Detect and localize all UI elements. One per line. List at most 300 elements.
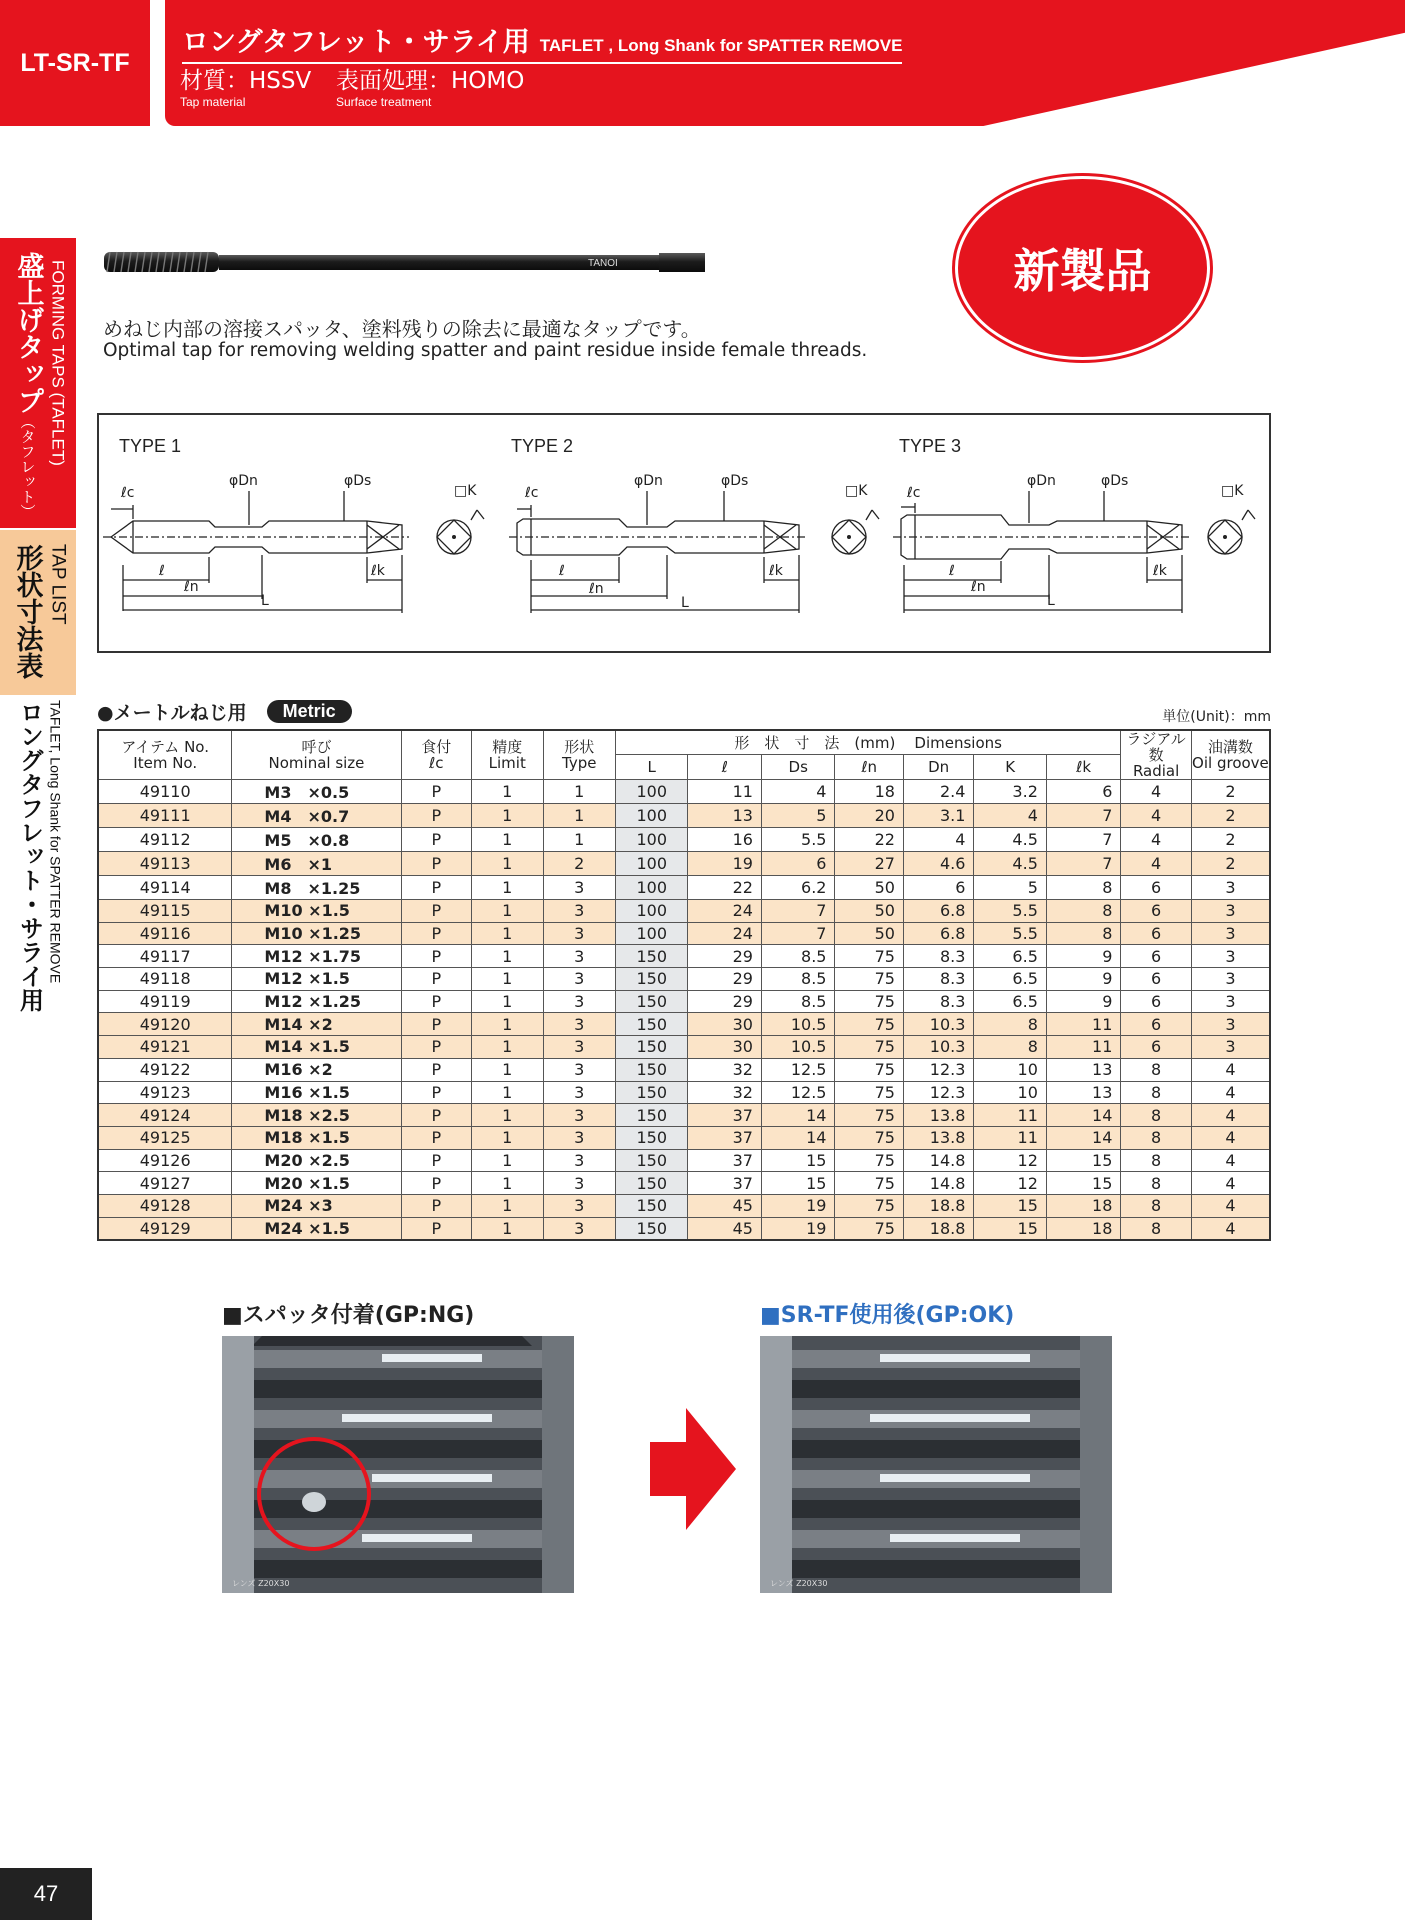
- cell-size: M3 ×0.5: [232, 780, 401, 804]
- cell-radial: 6: [1121, 1013, 1191, 1036]
- cell-dn: 12.3: [903, 1058, 973, 1081]
- cell-lk: 8: [1046, 876, 1121, 900]
- cell-limit: 1: [472, 1126, 543, 1149]
- svg-text:ℓn: ℓn: [971, 579, 986, 595]
- cell-l: 100: [615, 922, 687, 945]
- intro-en: Optimal tap for removing welding spatter and paint residue inside female threads.: [103, 340, 868, 361]
- cell-lk: 11: [1046, 1036, 1121, 1059]
- table-row: [98, 1104, 1270, 1127]
- cell-item: 49116: [98, 922, 232, 945]
- cell-oil: 4: [1191, 1194, 1270, 1217]
- cell-ln: 75: [835, 1104, 903, 1127]
- cell-type: 3: [543, 1217, 615, 1240]
- cell-ds: 8.5: [761, 968, 835, 991]
- cell-radial: 6: [1121, 1036, 1191, 1059]
- cell-dn: 8.3: [903, 968, 973, 991]
- cell-ln: 18: [835, 780, 903, 804]
- table-row: [98, 1172, 1270, 1195]
- cell-size: M10 ×1.25: [232, 922, 401, 945]
- spec-table: アイテム No. Item No. 呼び Nominal size 食付 ℓc 精度 Limit 形状 Type 形 状 寸 法 (mm) Dimensions ラジアル数 Radial 油溝数 Oil groove L ℓ Ds ℓn Dn K ℓk 49110 M3 ×0.5 P 1 1 100 11 4 18 2.4 3.2 6 4 2 49111 M4 ×0.7 P 1 1 100 13 5 20 3.1 4 7 4 2 49112 M5 ×0.8 P 1 1 100 16 5.5 22 4 4.5 7 4 2 49113 M6 ×1 P 1 2 100 19 6 27 4.6 4.5 7 4 2 49114 M8 ×1.25 P 1 3 100 22 6.2 50 6 5 8 6 3 49115 M10 ×1.5 P 1 3 100 24 7 50 6.8 5.5 8 6 3 49116 M10 ×1.25 P 1 3 100 24 7 50 6.8 5.5 8 6 3 49117 M12 ×1.75 P 1 3 150 29 8.5 75 8.3 6.5 9 6 3 49118 M12 ×1.5 P 1 3 150 29 8.5 75 8.3 6.5 9 6 3 49119 M12 ×1.25 P 1 3 150 29 8.5 75 8.3 6.5 9 6 3 49120 M14 ×2 P 1 3 150 30 10.5 75 10.3 8 11 6 3 49121 M14 ×1.5 P 1 3 150 30 10.5 75 10.3 8 11 6 3 49122 M16 ×2 P 1 3 150 32 12.5 75 12.3 10 13 8 4 49123 M16 ×1.5 P 1 3 150 32 12.5 75 12.3 10 13 8 4 49124 M18 ×2.5 P 1 3 150 37 14 75 13.8 11 14 8 4 49125 M18 ×1.5 P 1 3 150 37 14 75 13.8 11 14 8 4 49126 M20 ×2.5 P 1 3 150 37 15 75 14.8 12 15 8 4 49127 M20 ×1.5 P 1 3 150 37 15 75 14.8 12 15 8 4 49128 M24 ×3 P 1 3 150 45 19 75 18.8 15 18 8 4 49129 M24 ×1.5 P 1 3 150 45 19 75 18.8 15 18 8 4: [97, 729, 1271, 1241]
- cell-ln: 27: [835, 852, 903, 876]
- cell-ds: 14: [761, 1104, 835, 1127]
- cell-l: 22: [688, 876, 762, 900]
- cell-type: 3: [543, 1194, 615, 1217]
- svg-text:L: L: [1047, 593, 1055, 609]
- cell-type: 1: [543, 804, 615, 828]
- cell-ln: 75: [835, 1036, 903, 1059]
- cell-dn: 6.8: [903, 922, 973, 945]
- cell-lk: 18: [1046, 1217, 1121, 1240]
- cell-l: 150: [615, 1149, 687, 1172]
- cell-ds: 14: [761, 1126, 835, 1149]
- cell-l: 150: [615, 945, 687, 968]
- cell-size: M8 ×1.25: [232, 876, 401, 900]
- cell-size: M6 ×1: [232, 852, 401, 876]
- cell-item: 49124: [98, 1104, 232, 1127]
- cell-item: 49111: [98, 804, 232, 828]
- cell-k: 3.2: [974, 780, 1046, 804]
- cell-ds: 4: [761, 780, 835, 804]
- cell-size: M18 ×1.5: [232, 1126, 401, 1149]
- svg-text:ℓc: ℓc: [907, 485, 921, 501]
- cell-oil: 3: [1191, 900, 1270, 923]
- cell-type: 3: [543, 922, 615, 945]
- cell-lc: P: [401, 876, 471, 900]
- cell-ds: 6.2: [761, 876, 835, 900]
- page-number: 47: [0, 1868, 92, 1920]
- cell-limit: 1: [472, 804, 543, 828]
- cell-l: 29: [688, 945, 762, 968]
- table-row: [98, 922, 1270, 945]
- cell-ds: 7: [761, 922, 835, 945]
- ng-caption: ■スパッタ付着(GP:NG): [222, 1303, 475, 1328]
- svg-text:ℓ: ℓ: [949, 563, 955, 579]
- cell-ds: 12.5: [761, 1081, 835, 1104]
- cell-k: 15: [974, 1194, 1046, 1217]
- cell-ds: 19: [761, 1217, 835, 1240]
- cell-lk: 11: [1046, 1013, 1121, 1036]
- cell-type: 1: [543, 780, 615, 804]
- cell-type: 3: [543, 900, 615, 923]
- cell-l: 37: [688, 1149, 762, 1172]
- cell-oil: 4: [1191, 1126, 1270, 1149]
- cell-ds: 5: [761, 804, 835, 828]
- cell-ds: 19: [761, 1194, 835, 1217]
- cell-lk: 13: [1046, 1058, 1121, 1081]
- catalog-code: LT-SR-TF: [0, 0, 150, 126]
- cell-lk: 7: [1046, 804, 1121, 828]
- svg-text:φDn: φDn: [229, 473, 258, 489]
- col-nominal: 呼び Nominal size: [232, 730, 401, 780]
- svg-text:ℓn: ℓn: [184, 579, 199, 595]
- cell-dn: 14.8: [903, 1172, 973, 1195]
- cell-type: 3: [543, 945, 615, 968]
- table-row: [98, 804, 1270, 828]
- cell-lk: 7: [1046, 852, 1121, 876]
- cell-size: M12 ×1.5: [232, 968, 401, 991]
- cell-l: 11: [688, 780, 762, 804]
- tap-product-image: [100, 246, 708, 276]
- ok-caption: ■SR-TF使用後(GP:OK): [760, 1303, 1015, 1328]
- cell-lc: P: [401, 1081, 471, 1104]
- svg-text:φDs: φDs: [344, 473, 372, 489]
- cell-l: 16: [688, 828, 762, 852]
- cell-ln: 75: [835, 1058, 903, 1081]
- cell-ds: 7: [761, 900, 835, 923]
- cell-size: M14 ×1.5: [232, 1036, 401, 1059]
- table-row: [98, 876, 1270, 900]
- cell-dn: 4.6: [903, 852, 973, 876]
- cell-l: 150: [615, 990, 687, 1013]
- cell-item: 49129: [98, 1217, 232, 1240]
- cell-radial: 8: [1121, 1194, 1191, 1217]
- cell-k: 12: [974, 1149, 1046, 1172]
- cell-size: M18 ×2.5: [232, 1104, 401, 1127]
- cell-oil: 3: [1191, 922, 1270, 945]
- svg-text:レンズ Z20X30: レンズ Z20X30: [232, 1579, 290, 1588]
- cell-ds: 5.5: [761, 828, 835, 852]
- svg-text:□K: □K: [845, 483, 868, 499]
- svg-text:ℓk: ℓk: [371, 563, 385, 579]
- cell-size: M12 ×1.25: [232, 990, 401, 1013]
- cell-item: 49128: [98, 1194, 232, 1217]
- cell-l: 37: [688, 1104, 762, 1127]
- cell-ln: 22: [835, 828, 903, 852]
- cell-limit: 1: [472, 945, 543, 968]
- cell-radial: 8: [1121, 1104, 1191, 1127]
- cell-l: 100: [615, 780, 687, 804]
- col-limit: 精度 Limit: [472, 730, 543, 780]
- cell-ln: 50: [835, 900, 903, 923]
- cell-l: 150: [615, 1058, 687, 1081]
- cell-l: 100: [615, 852, 687, 876]
- cell-size: M20 ×2.5: [232, 1149, 401, 1172]
- cell-lc: P: [401, 945, 471, 968]
- page-title: [182, 20, 902, 64]
- cell-oil: 2: [1191, 780, 1270, 804]
- cell-k: 4: [974, 804, 1046, 828]
- cell-item: 49119: [98, 990, 232, 1013]
- cell-dn: 18.8: [903, 1194, 973, 1217]
- surface-treatment: 表面処理：HOMO Surface treatment: [336, 68, 525, 109]
- cell-dn: 2.4: [903, 780, 973, 804]
- cell-lk: 14: [1046, 1126, 1121, 1149]
- ok-photo: [760, 1336, 1112, 1593]
- cell-limit: 1: [472, 1104, 543, 1127]
- cell-lc: P: [401, 804, 471, 828]
- cell-l: 29: [688, 968, 762, 991]
- cell-ln: 20: [835, 804, 903, 828]
- cell-type: 3: [543, 1126, 615, 1149]
- side-tab-forming-taps: 盛上げタップ（タフレット） FORMING TAPS (TAFLET): [0, 238, 76, 528]
- cell-limit: 1: [472, 922, 543, 945]
- cell-type: 3: [543, 1058, 615, 1081]
- cell-lk: 9: [1046, 945, 1121, 968]
- table-row: [98, 968, 1270, 991]
- cell-l: 150: [615, 1013, 687, 1036]
- cell-l: 45: [688, 1194, 762, 1217]
- cell-oil: 4: [1191, 1058, 1270, 1081]
- cell-oil: 3: [1191, 876, 1270, 900]
- cell-radial: 6: [1121, 945, 1191, 968]
- cell-l: 100: [615, 876, 687, 900]
- arrow-right-icon: [650, 1408, 736, 1530]
- cell-size: M20 ×1.5: [232, 1172, 401, 1195]
- cell-item: 49110: [98, 780, 232, 804]
- cell-type: 3: [543, 876, 615, 900]
- cell-dn: 13.8: [903, 1104, 973, 1127]
- cell-l: 30: [688, 1036, 762, 1059]
- type-2-diagram: [509, 436, 879, 613]
- cell-k: 8: [974, 1036, 1046, 1059]
- cell-size: M24 ×3: [232, 1194, 401, 1217]
- col-type: 形状 Type: [543, 730, 615, 780]
- metric-pill: Metric: [267, 700, 352, 723]
- svg-text:L: L: [261, 593, 269, 609]
- cell-item: 49115: [98, 900, 232, 923]
- svg-text:ℓ: ℓ: [159, 563, 165, 579]
- cell-size: M24 ×1.5: [232, 1217, 401, 1240]
- cell-oil: 3: [1191, 1013, 1270, 1036]
- cell-limit: 1: [472, 1081, 543, 1104]
- cell-k: 4.5: [974, 852, 1046, 876]
- cell-k: 8: [974, 1013, 1046, 1036]
- tap-material: 材質：HSSV Tap material: [180, 68, 312, 109]
- cell-radial: 4: [1121, 852, 1191, 876]
- cell-limit: 1: [472, 852, 543, 876]
- cell-l: 150: [615, 1126, 687, 1149]
- cell-size: M10 ×1.5: [232, 900, 401, 923]
- unit-note: 単位(Unit)：mm: [1162, 709, 1271, 725]
- cell-radial: 6: [1121, 900, 1191, 923]
- cell-dn: 14.8: [903, 1149, 973, 1172]
- cell-dn: 4: [903, 828, 973, 852]
- cell-ds: 8.5: [761, 990, 835, 1013]
- table-row: [98, 1058, 1270, 1081]
- cell-radial: 6: [1121, 876, 1191, 900]
- cell-ln: 50: [835, 922, 903, 945]
- cell-l: 45: [688, 1217, 762, 1240]
- cell-oil: 4: [1191, 1217, 1270, 1240]
- svg-text:ℓn: ℓn: [589, 581, 604, 597]
- table-row: [98, 945, 1270, 968]
- cell-lk: 9: [1046, 990, 1121, 1013]
- cell-ln: 75: [835, 1172, 903, 1195]
- cell-ln: 75: [835, 1126, 903, 1149]
- cell-limit: 1: [472, 1036, 543, 1059]
- cell-l: 13: [688, 804, 762, 828]
- cell-dn: 10.3: [903, 1013, 973, 1036]
- cell-k: 11: [974, 1126, 1046, 1149]
- cell-limit: 1: [472, 876, 543, 900]
- cell-dn: 6.8: [903, 900, 973, 923]
- col-radial: ラジアル数 Radial: [1121, 730, 1191, 780]
- cell-item: 49113: [98, 852, 232, 876]
- cell-size: M12 ×1.75: [232, 945, 401, 968]
- table-row: [98, 1194, 1270, 1217]
- table-row: [98, 852, 1270, 876]
- cell-lk: 18: [1046, 1194, 1121, 1217]
- cell-limit: 1: [472, 1149, 543, 1172]
- cell-ln: 75: [835, 1013, 903, 1036]
- cell-lk: 8: [1046, 900, 1121, 923]
- cell-type: 3: [543, 968, 615, 991]
- cell-oil: 2: [1191, 828, 1270, 852]
- cell-k: 6.5: [974, 968, 1046, 991]
- new-product-badge: 新製品: [955, 176, 1210, 360]
- cell-ds: 8.5: [761, 945, 835, 968]
- cell-oil: 3: [1191, 1036, 1270, 1059]
- table-row: [98, 828, 1270, 852]
- title-en: TAFLET , Long Shank for SPATTER REMOVE: [539, 36, 903, 55]
- cell-oil: 2: [1191, 804, 1270, 828]
- cell-l: 100: [615, 900, 687, 923]
- cell-lc: P: [401, 1217, 471, 1240]
- cell-dn: 6: [903, 876, 973, 900]
- cell-dn: 8.3: [903, 945, 973, 968]
- cell-dn: 13.8: [903, 1126, 973, 1149]
- cell-dn: 10.3: [903, 1036, 973, 1059]
- table-row: [98, 780, 1270, 804]
- cell-k: 6.5: [974, 945, 1046, 968]
- cell-lc: P: [401, 1036, 471, 1059]
- cell-l: 24: [688, 900, 762, 923]
- cell-radial: 8: [1121, 1081, 1191, 1104]
- cell-l: 150: [615, 1104, 687, 1127]
- cell-l: 37: [688, 1126, 762, 1149]
- cell-ds: 6: [761, 852, 835, 876]
- cell-lc: P: [401, 1194, 471, 1217]
- cell-oil: 2: [1191, 852, 1270, 876]
- type-diagrams: [97, 413, 1271, 653]
- cell-lc: P: [401, 968, 471, 991]
- table-row: [98, 1081, 1270, 1104]
- svg-text:□K: □K: [1221, 483, 1244, 499]
- cell-oil: 4: [1191, 1149, 1270, 1172]
- cell-k: 5.5: [974, 900, 1046, 923]
- type-1-label: TYPE 1: [119, 436, 182, 456]
- svg-text:ℓ: ℓ: [559, 563, 565, 579]
- type-3-diagram: [893, 436, 1255, 613]
- col-dimensions: 形 状 寸 法 (mm) Dimensions: [615, 730, 1120, 755]
- cell-oil: 3: [1191, 968, 1270, 991]
- cell-type: 3: [543, 1013, 615, 1036]
- cell-lc: P: [401, 1149, 471, 1172]
- cell-radial: 6: [1121, 922, 1191, 945]
- cell-type: 3: [543, 1081, 615, 1104]
- cell-l: 150: [615, 1036, 687, 1059]
- cell-l: 32: [688, 1081, 762, 1104]
- cell-type: 3: [543, 1149, 615, 1172]
- cell-limit: 1: [472, 900, 543, 923]
- svg-text:L: L: [681, 595, 689, 611]
- cell-lc: P: [401, 1058, 471, 1081]
- cell-lc: P: [401, 780, 471, 804]
- cell-lk: 13: [1046, 1081, 1121, 1104]
- cell-ds: 10.5: [761, 1036, 835, 1059]
- cell-item: 49121: [98, 1036, 232, 1059]
- table-row: [98, 1013, 1270, 1036]
- cell-size: M14 ×2: [232, 1013, 401, 1036]
- cell-dn: 3.1: [903, 804, 973, 828]
- table-row: [98, 1036, 1270, 1059]
- type-2-label: TYPE 2: [511, 436, 574, 456]
- col-chamfer: 食付 ℓc: [401, 730, 471, 780]
- cell-dn: 8.3: [903, 990, 973, 1013]
- cell-type: 3: [543, 1036, 615, 1059]
- cell-oil: 4: [1191, 1081, 1270, 1104]
- cell-ln: 75: [835, 990, 903, 1013]
- cell-lk: 9: [1046, 968, 1121, 991]
- cell-limit: 1: [472, 1058, 543, 1081]
- svg-text:□K: □K: [454, 483, 477, 499]
- cell-ln: 75: [835, 945, 903, 968]
- cell-l: 150: [615, 1217, 687, 1240]
- cell-l: 100: [615, 828, 687, 852]
- cell-type: 3: [543, 1172, 615, 1195]
- cell-k: 10: [974, 1058, 1046, 1081]
- cell-lc: P: [401, 852, 471, 876]
- side-tab-product-line: ロングタフレット・サライ用 TAFLET, Long Shank for SPATTER REMOVE: [15, 700, 64, 1012]
- cell-limit: 1: [472, 828, 543, 852]
- cell-ln: 75: [835, 968, 903, 991]
- cell-l: 100: [615, 804, 687, 828]
- cell-ds: 15: [761, 1149, 835, 1172]
- type-1-diagram: [103, 436, 484, 613]
- intro-jp: めねじ内部の溶接スパッタ、塗料残りの除去に最適なタップです。: [103, 317, 701, 341]
- cell-item: 49127: [98, 1172, 232, 1195]
- cell-item: 49118: [98, 968, 232, 991]
- ng-photo: [222, 1336, 574, 1593]
- svg-text:ℓk: ℓk: [769, 563, 783, 579]
- cell-limit: 1: [472, 1217, 543, 1240]
- cell-lc: P: [401, 990, 471, 1013]
- cell-oil: 4: [1191, 1104, 1270, 1127]
- cell-type: 3: [543, 990, 615, 1013]
- cell-lc: P: [401, 1013, 471, 1036]
- svg-text:φDs: φDs: [1101, 473, 1129, 489]
- cell-lc: P: [401, 828, 471, 852]
- cell-lk: 14: [1046, 1104, 1121, 1127]
- tool-brand: TANOI: [588, 258, 618, 269]
- cell-ds: 10.5: [761, 1013, 835, 1036]
- cell-limit: 1: [472, 1194, 543, 1217]
- cell-ln: 75: [835, 1149, 903, 1172]
- cell-k: 6.5: [974, 990, 1046, 1013]
- cell-dn: 18.8: [903, 1217, 973, 1240]
- cell-l: 30: [688, 1013, 762, 1036]
- cell-ln: 75: [835, 1194, 903, 1217]
- table-row: [98, 900, 1270, 923]
- cell-l: 37: [688, 1172, 762, 1195]
- type-3-label: TYPE 3: [899, 436, 962, 456]
- cell-l: 150: [615, 1081, 687, 1104]
- cell-lc: P: [401, 922, 471, 945]
- cell-k: 5.5: [974, 922, 1046, 945]
- cell-l: 150: [615, 1172, 687, 1195]
- cell-radial: 4: [1121, 804, 1191, 828]
- side-tab-tap-list: 形状寸法表 TAP LIST: [0, 530, 76, 695]
- cell-limit: 1: [472, 990, 543, 1013]
- svg-text:ℓc: ℓc: [525, 485, 539, 501]
- cell-k: 5: [974, 876, 1046, 900]
- cell-item: 49112: [98, 828, 232, 852]
- cell-radial: 8: [1121, 1217, 1191, 1240]
- cell-k: 4.5: [974, 828, 1046, 852]
- cell-lc: P: [401, 1104, 471, 1127]
- cell-type: 2: [543, 852, 615, 876]
- svg-text:レンズ Z20X30: レンズ Z20X30: [770, 1579, 828, 1588]
